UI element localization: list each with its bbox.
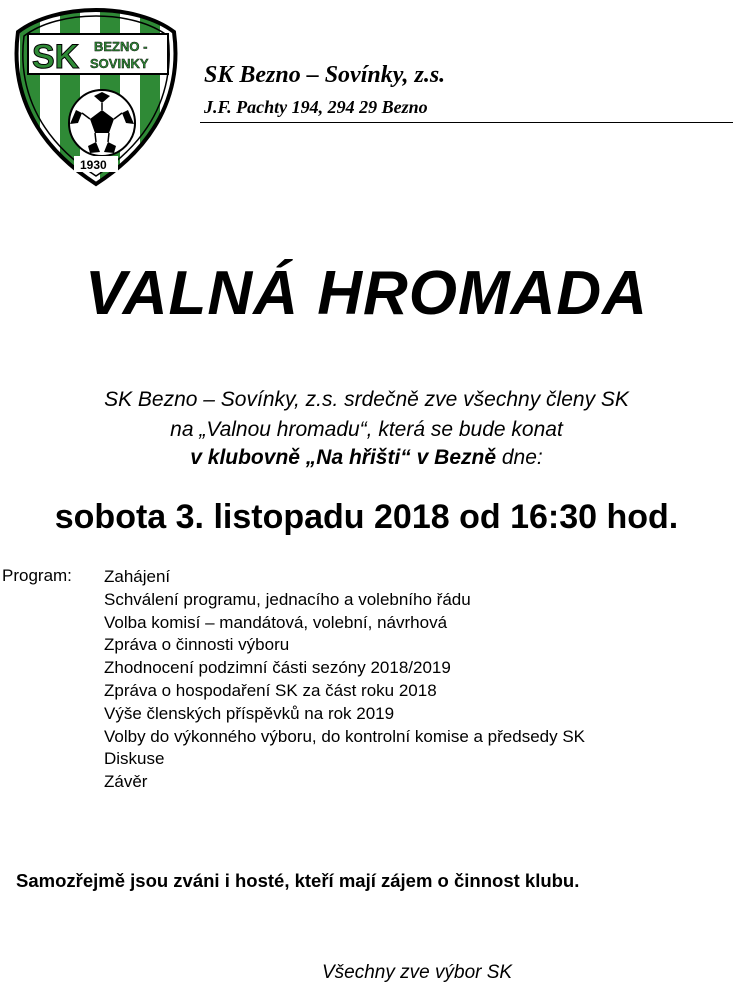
program-item: Zpráva o hospodaření SK za část roku 2018 <box>104 680 437 700</box>
intro-line-2: na „Valnou hromadu“, která se bude konat <box>170 418 563 441</box>
intro-line-3 <box>0 446 733 470</box>
meeting-date: sobota 3. listopadu 2018 od 16:30 hod. <box>54 498 679 536</box>
logo-name-line1: BEZNO - <box>94 39 148 54</box>
logo-letters: SK <box>32 38 80 76</box>
org-address: J.F. Pachty 194, 294 29 Bezno <box>204 97 428 117</box>
program-item: Zpráva o činnosti výboru <box>104 635 290 655</box>
intro-line-1: SK Bezno – Sovínky, z.s. srdečně zve všechny členy SK <box>104 388 629 411</box>
club-logo <box>8 6 184 188</box>
program-item: Zhodnocení podzimní části sezóny 2018/2019 <box>104 658 451 678</box>
program-label: Program: <box>2 566 72 585</box>
program-item: Schválení programu, jednacího a volebního řádu <box>104 589 471 609</box>
program-item: Volba komisí – mandátová, volební, návrhová <box>104 612 448 632</box>
program-item: Volby do výkonného výboru, do kontrolní komise a předsedy SK <box>104 726 586 746</box>
header-divider <box>200 122 733 123</box>
program-item: Diskuse <box>104 749 165 769</box>
football-crest-icon <box>8 6 184 188</box>
org-name: SK Bezno – Sovínky, z.s. <box>204 62 446 88</box>
intro-line-3-rest: dne: <box>496 446 543 469</box>
program-list <box>104 566 585 794</box>
program-item: Zahájení <box>104 567 171 586</box>
signature: Všechny zve výbor SK <box>322 962 513 983</box>
venue-text: v klubovně „Na hřišti“ v Bezně <box>190 446 497 469</box>
program-item: Výše členských příspěvků na rok 2019 <box>104 703 395 723</box>
program-item: Závěr <box>104 772 148 792</box>
logo-name-line2: SOVINKY <box>90 56 149 71</box>
closing-note: Samozřejmě jsou zváni i hosté, kteří mají zájem o činnost klubu. <box>16 870 580 891</box>
page-title: VALNÁ HROMADA <box>85 259 648 328</box>
logo-year: 1930 <box>80 158 107 172</box>
